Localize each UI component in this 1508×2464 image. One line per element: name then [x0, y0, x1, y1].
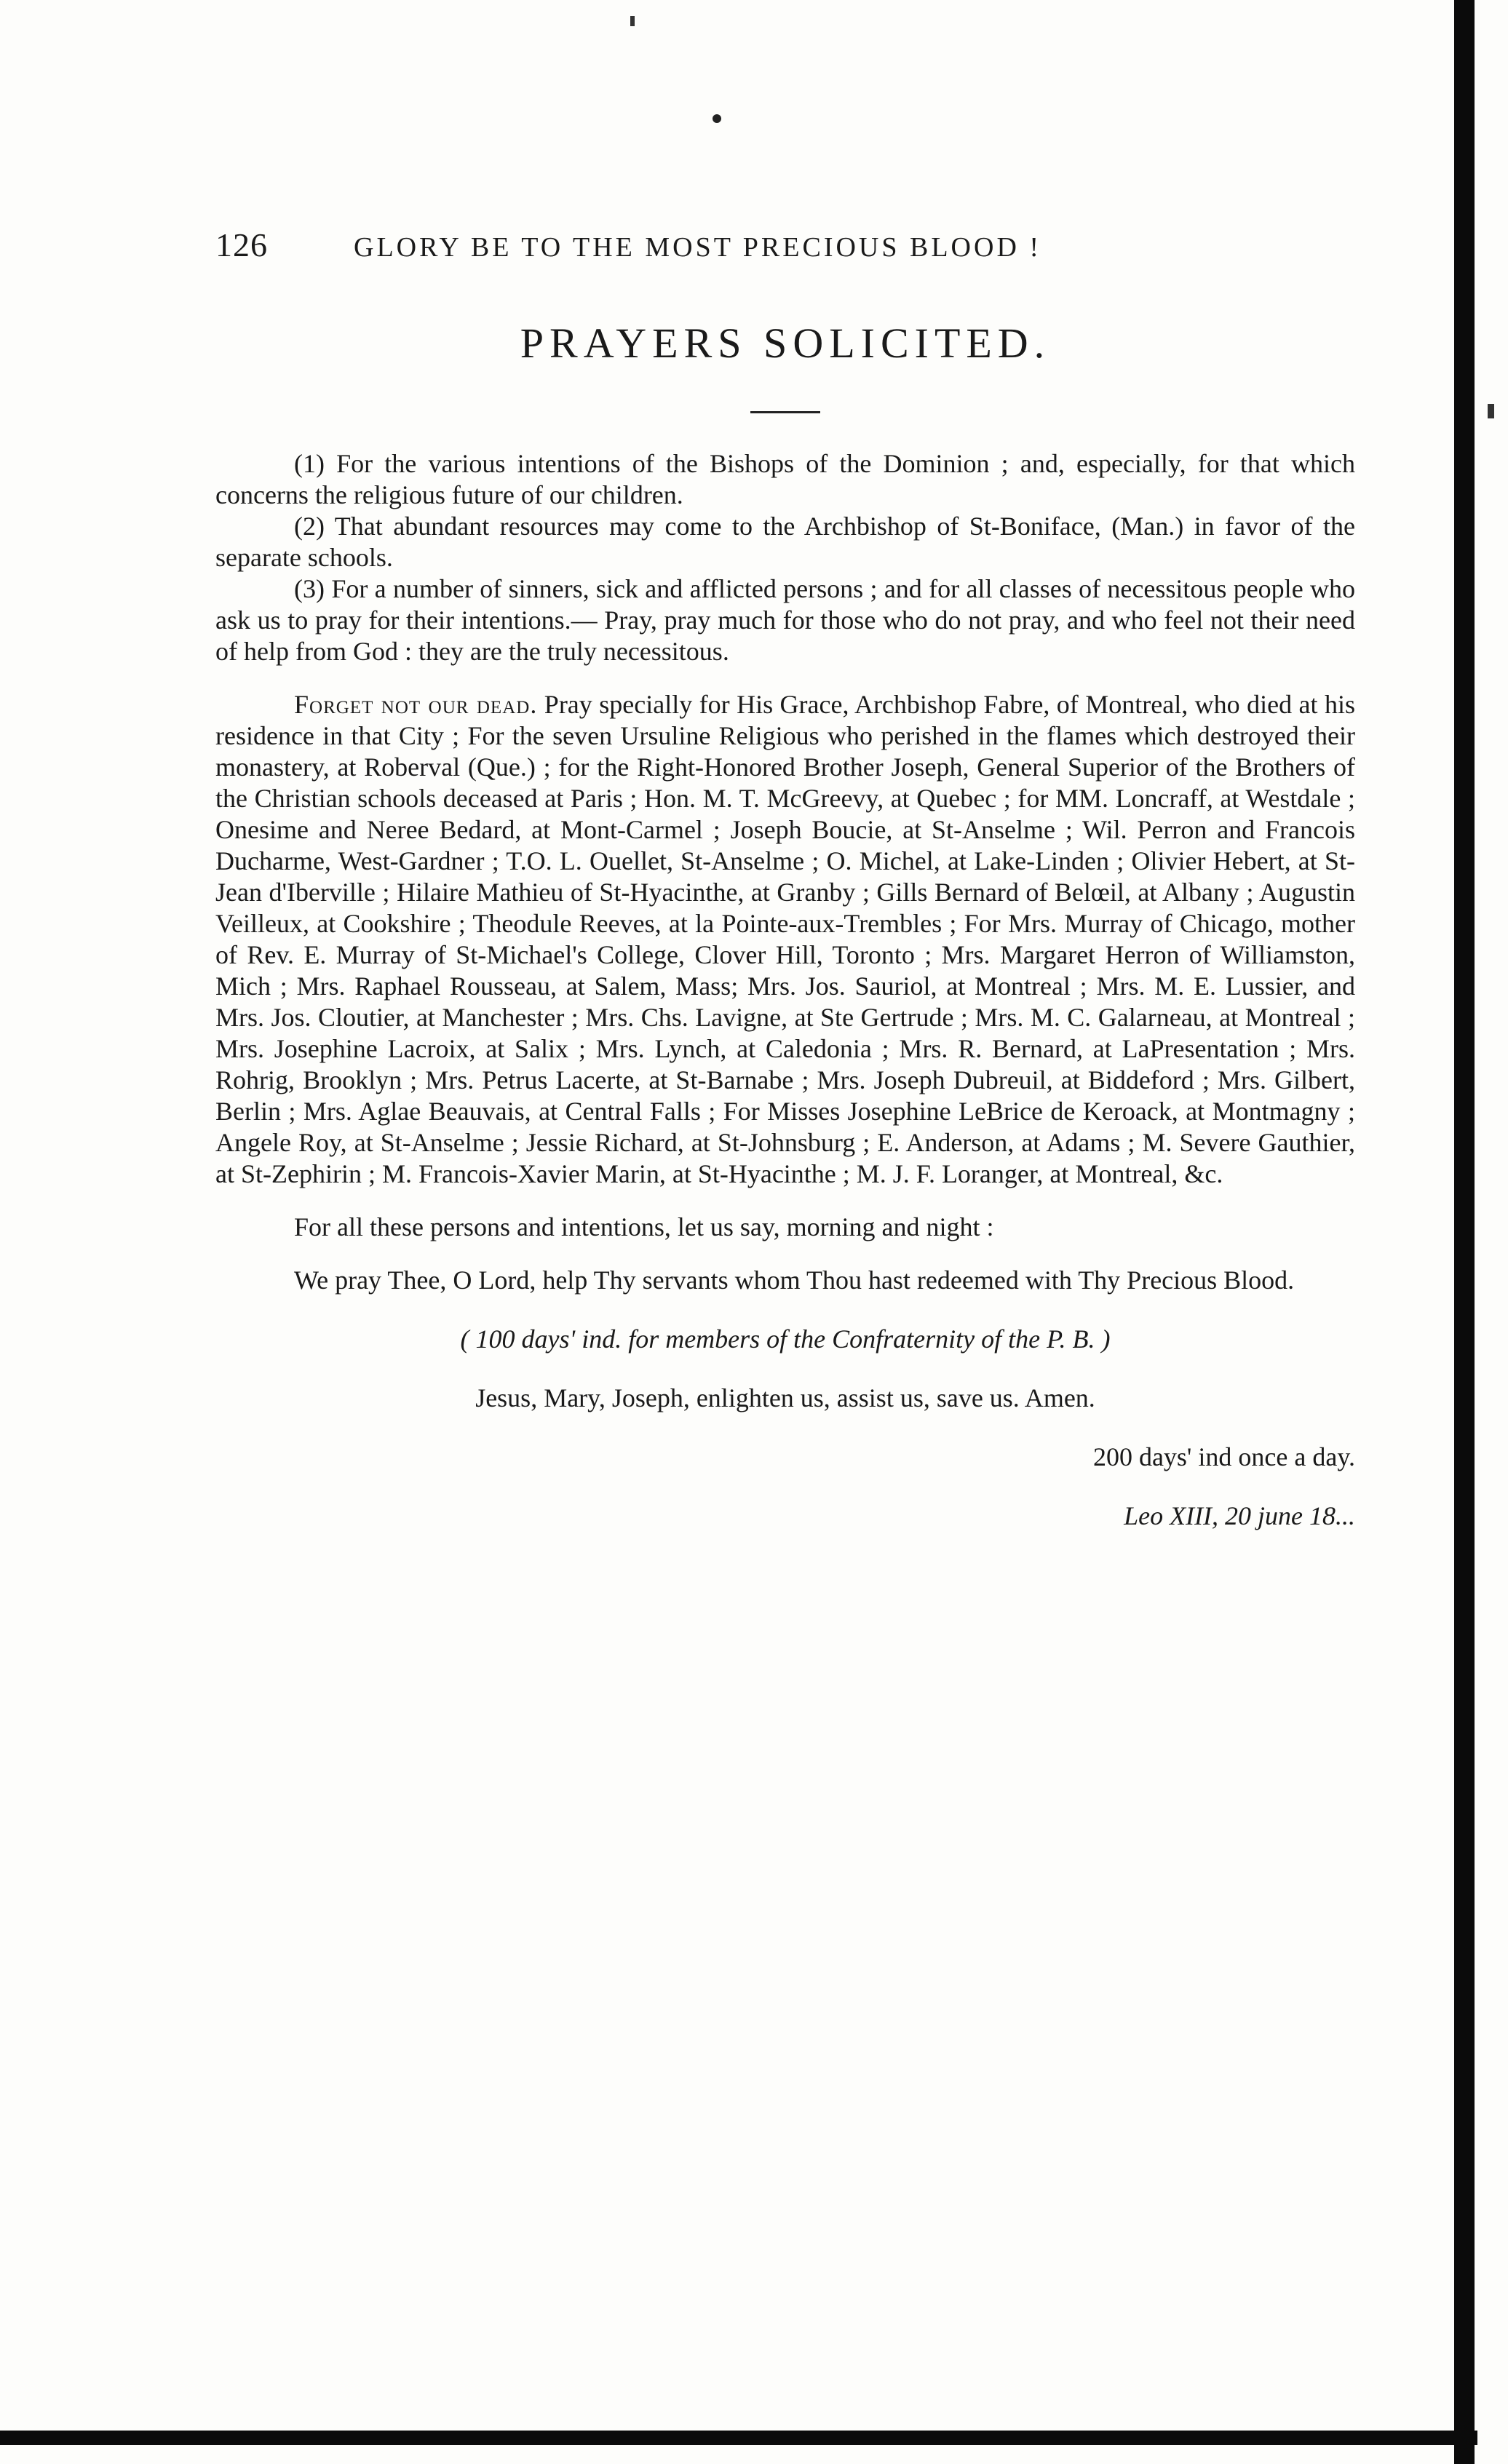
dead-lead: Forget not our dead.	[294, 690, 538, 719]
running-header	[215, 226, 1355, 277]
intention-paragraph: (3) For a number of sinners, sick and afflicted persons ; and for all classes of necessitous people who ask us to pray for their intentions.— Pray, pray much for those who do not pray, and who feel not their need of help from God : they are the truly necessitous.	[215, 574, 1355, 666]
page-number: 126	[215, 226, 268, 263]
intention-paragraph: (1) For the various intentions of the Bishops of the Dominion ; and, especially, for that which concerns the religious future of our children.	[215, 449, 1355, 509]
closing-paragraph: For all these persons and intentions, let us say, morning and night :	[294, 1212, 994, 1241]
citation: Leo XIII, 20 june 18...	[1124, 1501, 1355, 1530]
scan-speck	[630, 16, 635, 26]
page-edge-bottom	[0, 2431, 1477, 2445]
running-title: GLORY BE TO THE MOST PRECIOUS BLOOD !	[354, 232, 1042, 263]
intention-paragraph: (2) That abundant resources may come to the Archbishop of St-Boniface, (Man.) in favor of the separate schools.	[215, 512, 1355, 572]
scan-speck	[1488, 404, 1494, 418]
invocation-indulgence: 200 days' ind once a day.	[1092, 1442, 1355, 1471]
prayer-paragraph: We pray Thee, O Lord, help Thy servants whom Thou hast redeemed with Thy Precious Blood.	[294, 1265, 1295, 1295]
dead-text: Pray specially for His Grace, Archbishop Fabre, of Montreal, who died at his residence in that City ; For the seven Ursuline Religious who perished in the flames which destroyed their monastery, at Roberval (Que.) ; for the Right-Honored Brother Joseph, General Superior of the Brothers of the Christian schools deceased at Paris ; Hon. M. T. McGreevy, at Quebec ; for MM. Loncraff, at Westdale ; Onesime and Neree Bedard, at Mont-Carmel ; Joseph Boucie, at St-Anselme ; Wil. Perron and Francois Ducharme, West-Gardner ; T.O. L. Ouellet, St-Anselme ; O. Michel, at Lake-Linden ; Olivier Hebert, at St-Jean d'Iberville ; Hilaire Mathieu of St-Hyacinthe, at Granby ; Gills Bernard of Belœil, at Albany ; Augustin Veilleux, at Cookshire ; Theodule Reeves, at la Pointe-aux-Trembles ; For Mrs. Murray of Chicago, mother of Rev. E. Murray of St-Michael's College, Clover Hill, Toronto ; Mrs. Margaret Herron of Williamston, Mich ; Mrs. Raphael Rousseau, at Salem, Mass; Mrs. Jos. Sauriol, at Montreal ; Mrs. M. E. Lussier, and Mrs. Jos. Cloutier, at Manchester ; Mrs. Chs. Lavigne, at Ste Gertrude ; Mrs. M. C. Galarneau, at Montreal ; Mrs. Josephine Lacroix, at Salix ; Mrs. Lynch, at Caledonia ; Mrs. R. Bernard, at LaPresentation ; Mrs. Rohrig, Brooklyn ; Mrs. Petrus Lacerte, at St-Barnabe ; Mrs. Joseph Dubreuil, at Biddeford ; Mrs. Gilbert, Berlin ; Mrs. Aglae Beauvais, at Central Falls ; For Misses Josephine LeBrice de Keroack, at Montmagny ; Angele Roy, at St-Anselme ; Jessie Richard, at St-Johnsburg ; E. Anderson, at Adams ; M. Severe Gauthier, at St-Zephirin ; M. Francois-Xavier Marin, at St-Hyacinthe ; M. J. F. Loranger, at Montreal, &c.	[215, 690, 1356, 1188]
scan-speck	[713, 114, 721, 123]
title-rule	[750, 411, 820, 413]
dead-paragraph	[215, 689, 1355, 1190]
invocation: Jesus, Mary, Joseph, enlighten us, assist us, save us. Amen.	[475, 1383, 1095, 1412]
section-title: PRAYERS SOLICITED.	[520, 319, 1051, 367]
page-content	[215, 226, 1355, 1532]
page-edge-right	[1454, 0, 1475, 2464]
indulgence-note: ( 100 days' ind. for members of the Confraternity of the P. B. )	[460, 1324, 1111, 1354]
